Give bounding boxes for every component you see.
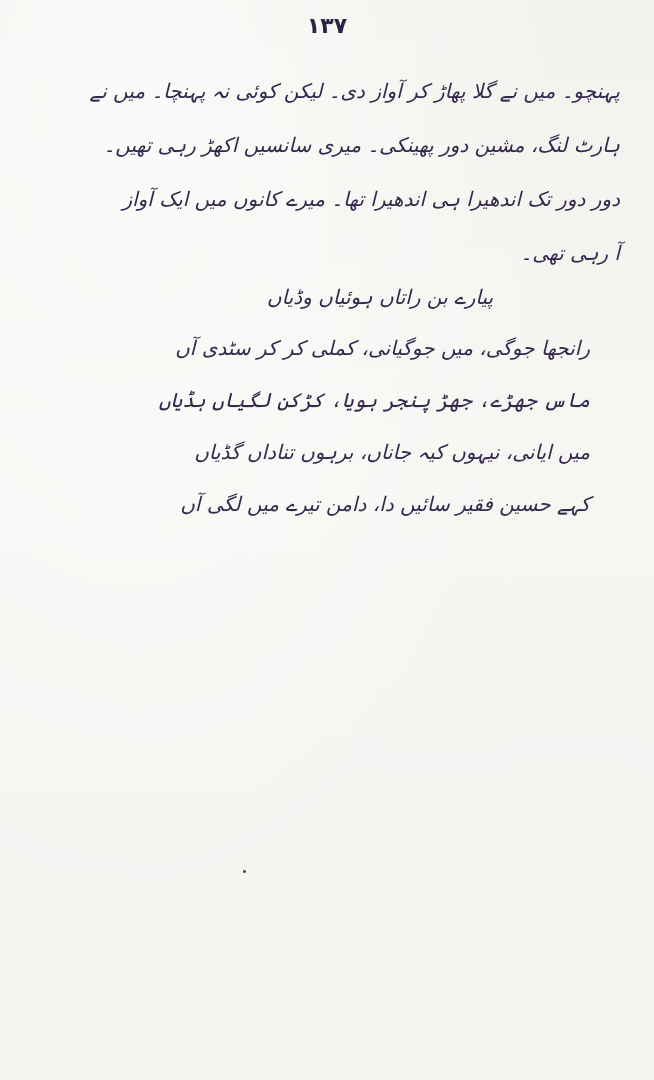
prose-line: دور دور تک اندھیرا ہی اندھیرا تھا۔ میرے کانوں میں ایک آواز [122,187,620,211]
verse-line: ماس جھڑے، جھڑ پنجر ہویا، کڑکن لگیاں ہڈیاں [158,388,590,412]
verse-title: پیارے بن راتاں ہوئیاں وڈیاں [266,285,494,309]
verse-line: کہے حسین فقیر سائیں دا، دامن تیرے میں لگی آں [180,492,590,516]
ink-speck [243,870,246,873]
prose-line: ہارٹ لنگ، مشین دور پھینکی۔ میری سانسیں اکھڑ رہی تھیں۔ [103,133,620,157]
verse-line: میں ایانی، نیہوں کیہ جاناں، برہوں تناداں گڈیاں [194,440,590,464]
prose-line: آ رہی تھی۔ [520,241,620,265]
verse-line: رانجھا جوگی، میں جوگیانی، کملی کر کر سٹدی آں [175,336,590,360]
prose-line: پہنچو۔ میں نے گلا پھاڑ کر آواز دی۔ لیکن کوئی نہ پہنچا۔ میں نے [89,79,620,103]
verse-block [150,272,590,530]
prose-paragraph [89,64,620,280]
page-number: ۱۳۷ [306,14,348,39]
